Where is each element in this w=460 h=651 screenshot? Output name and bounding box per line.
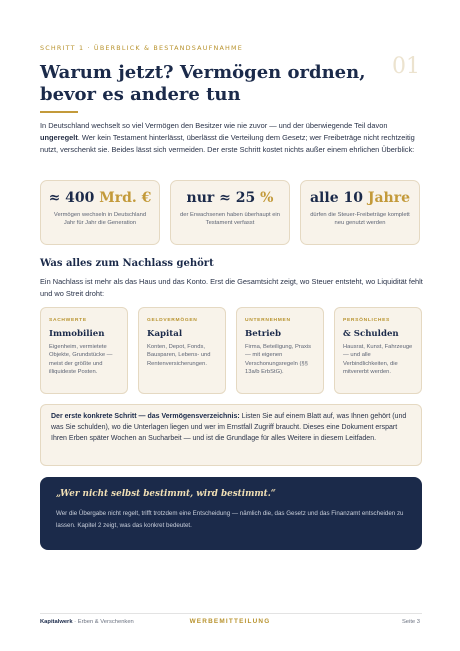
category-label: GELDVERMÖGEN [147,318,198,323]
stat-value-prefix: nur ≈ 25 [186,190,261,206]
section-heading: Was alles zum Nachlass gehört [40,258,214,269]
footer-brand: Kapitalwerk [40,619,73,625]
stat-description: dürfen die Steuer-Freibeträge komplett neu genutzt werden [310,212,410,227]
category-description: Hausrat, Kunst, Fahrzeuge — und alle Verbindlichkeiten, die mitvererbt werden. [343,344,413,375]
intro-text-start: In Deutschland wechselt so viel Vermögen den Besitzer wie nie zuvor — und der überwiegende Teil davon [40,121,388,130]
category-card-business [236,307,324,394]
quote-text: „Wer nicht selbst bestimmt, wird bestimmt.“ [56,489,276,499]
footer-subtitle: · Erben & Verschenken [72,619,134,625]
category-title: Kapital [147,329,183,339]
category-label: PERSÖNLICHES [343,318,390,323]
stat-value-prefix: alle 10 [309,190,368,206]
stat-value [171,190,289,206]
stat-description: der Erwachsenen haben überhaupt ein Testament verfasst [180,212,280,227]
page-title: Warum jetzt? Vermögen ordnen, bevor es andere tun [40,62,366,105]
category-title: Betrieb [245,329,281,339]
estate-categories [40,307,422,394]
quote-box [40,477,422,550]
stat-value-highlight: Mrd. € [99,190,152,206]
category-label: UNTERNEHMEN [245,318,291,323]
section-kicker: SCHRITT 1 · ÜBERBLICK & BESTANDSAUFNAHME [40,44,243,52]
intro-emphasis: ungeregelt [40,133,78,143]
stat-card-wealth-transfer [40,180,160,245]
intro-paragraph [40,120,425,157]
category-card-personal [334,307,422,394]
stat-value-highlight: % [260,190,274,206]
footer-divider [40,613,422,614]
category-description: Eigenheim, vermietete Objekte, Grundstücke — meist der größte und illiquideste Posten. [49,344,113,375]
footer-page-number: Seite 3 [401,619,420,625]
stat-description: Vermögen wechseln in Deutschland Jahr für Jahr die Generation [53,212,147,227]
stat-value-highlight: Jahre [367,190,411,206]
chapter-number: 01 [392,54,420,79]
section-paragraph: Ein Nachlass ist mehr als das Haus und das Konto. Erst die Gesamtsicht zeigt, wo Steuer entsteht, wo Liquidität fehlt und wo Streit droht: [40,277,423,299]
quote-body: Wer die Übergabe nicht regelt, trifft trotzdem eine Entscheidung — nämlich die, das Gesetz und das Finanzamt entscheiden zu lassen. Kapitel 2 zeigt, was das konkret bedeutet. [56,510,404,529]
stat-card-allowance-period [300,180,420,245]
callout-body: Listen Sie auf einem Blatt auf, was Ihnen gehört (und was Sie schulden), wo die Unterlagen liegen und wer im Ernstfall Zugriff braucht. Dieses eine Dokument erspart Ihren Erben später Wochen an Sucharbeit — und ist die Grundlage für alles Weitere in diesem Leitfaden. [51,413,407,443]
category-card-real-estate [40,307,128,394]
category-card-capital [138,307,226,394]
category-title: & Schulden [343,329,399,339]
footer-disclaimer: WERBEMITTEILUNG [189,618,271,625]
stat-card-testament-share [170,180,290,245]
callout-lead: Der erste konkrete Schritt — das Vermögensverzeichnis: [51,413,240,420]
category-description: Konten, Depot, Fonds, Bausparen, Lebens- und Rentenversicherungen. [147,344,211,367]
title-rule [40,111,78,113]
callout-text [51,411,411,445]
stat-value [301,190,419,206]
category-label: SACHWERTE [49,318,87,323]
category-description: Firma, Beteiligung, Praxis — mit eigenen Verschonungsregeln (§§ 13a/b ErbStG). [245,344,312,375]
stat-value [41,190,159,206]
category-title: Immobilien [49,329,105,339]
stat-value-prefix: ≈ 400 [48,190,100,206]
intro-text-end: . Wer kein Testament hinterlässt, überlässt die Verteilung dem Gesetz; wer Freibeträge nicht rechtzeitig nutzt, verschenkt sie. Beides lässt sich vermeiden. Der erste Schritt kostet nichts außer einem ehrlichen Überblick: [40,133,415,155]
inventory-callout [40,404,422,466]
